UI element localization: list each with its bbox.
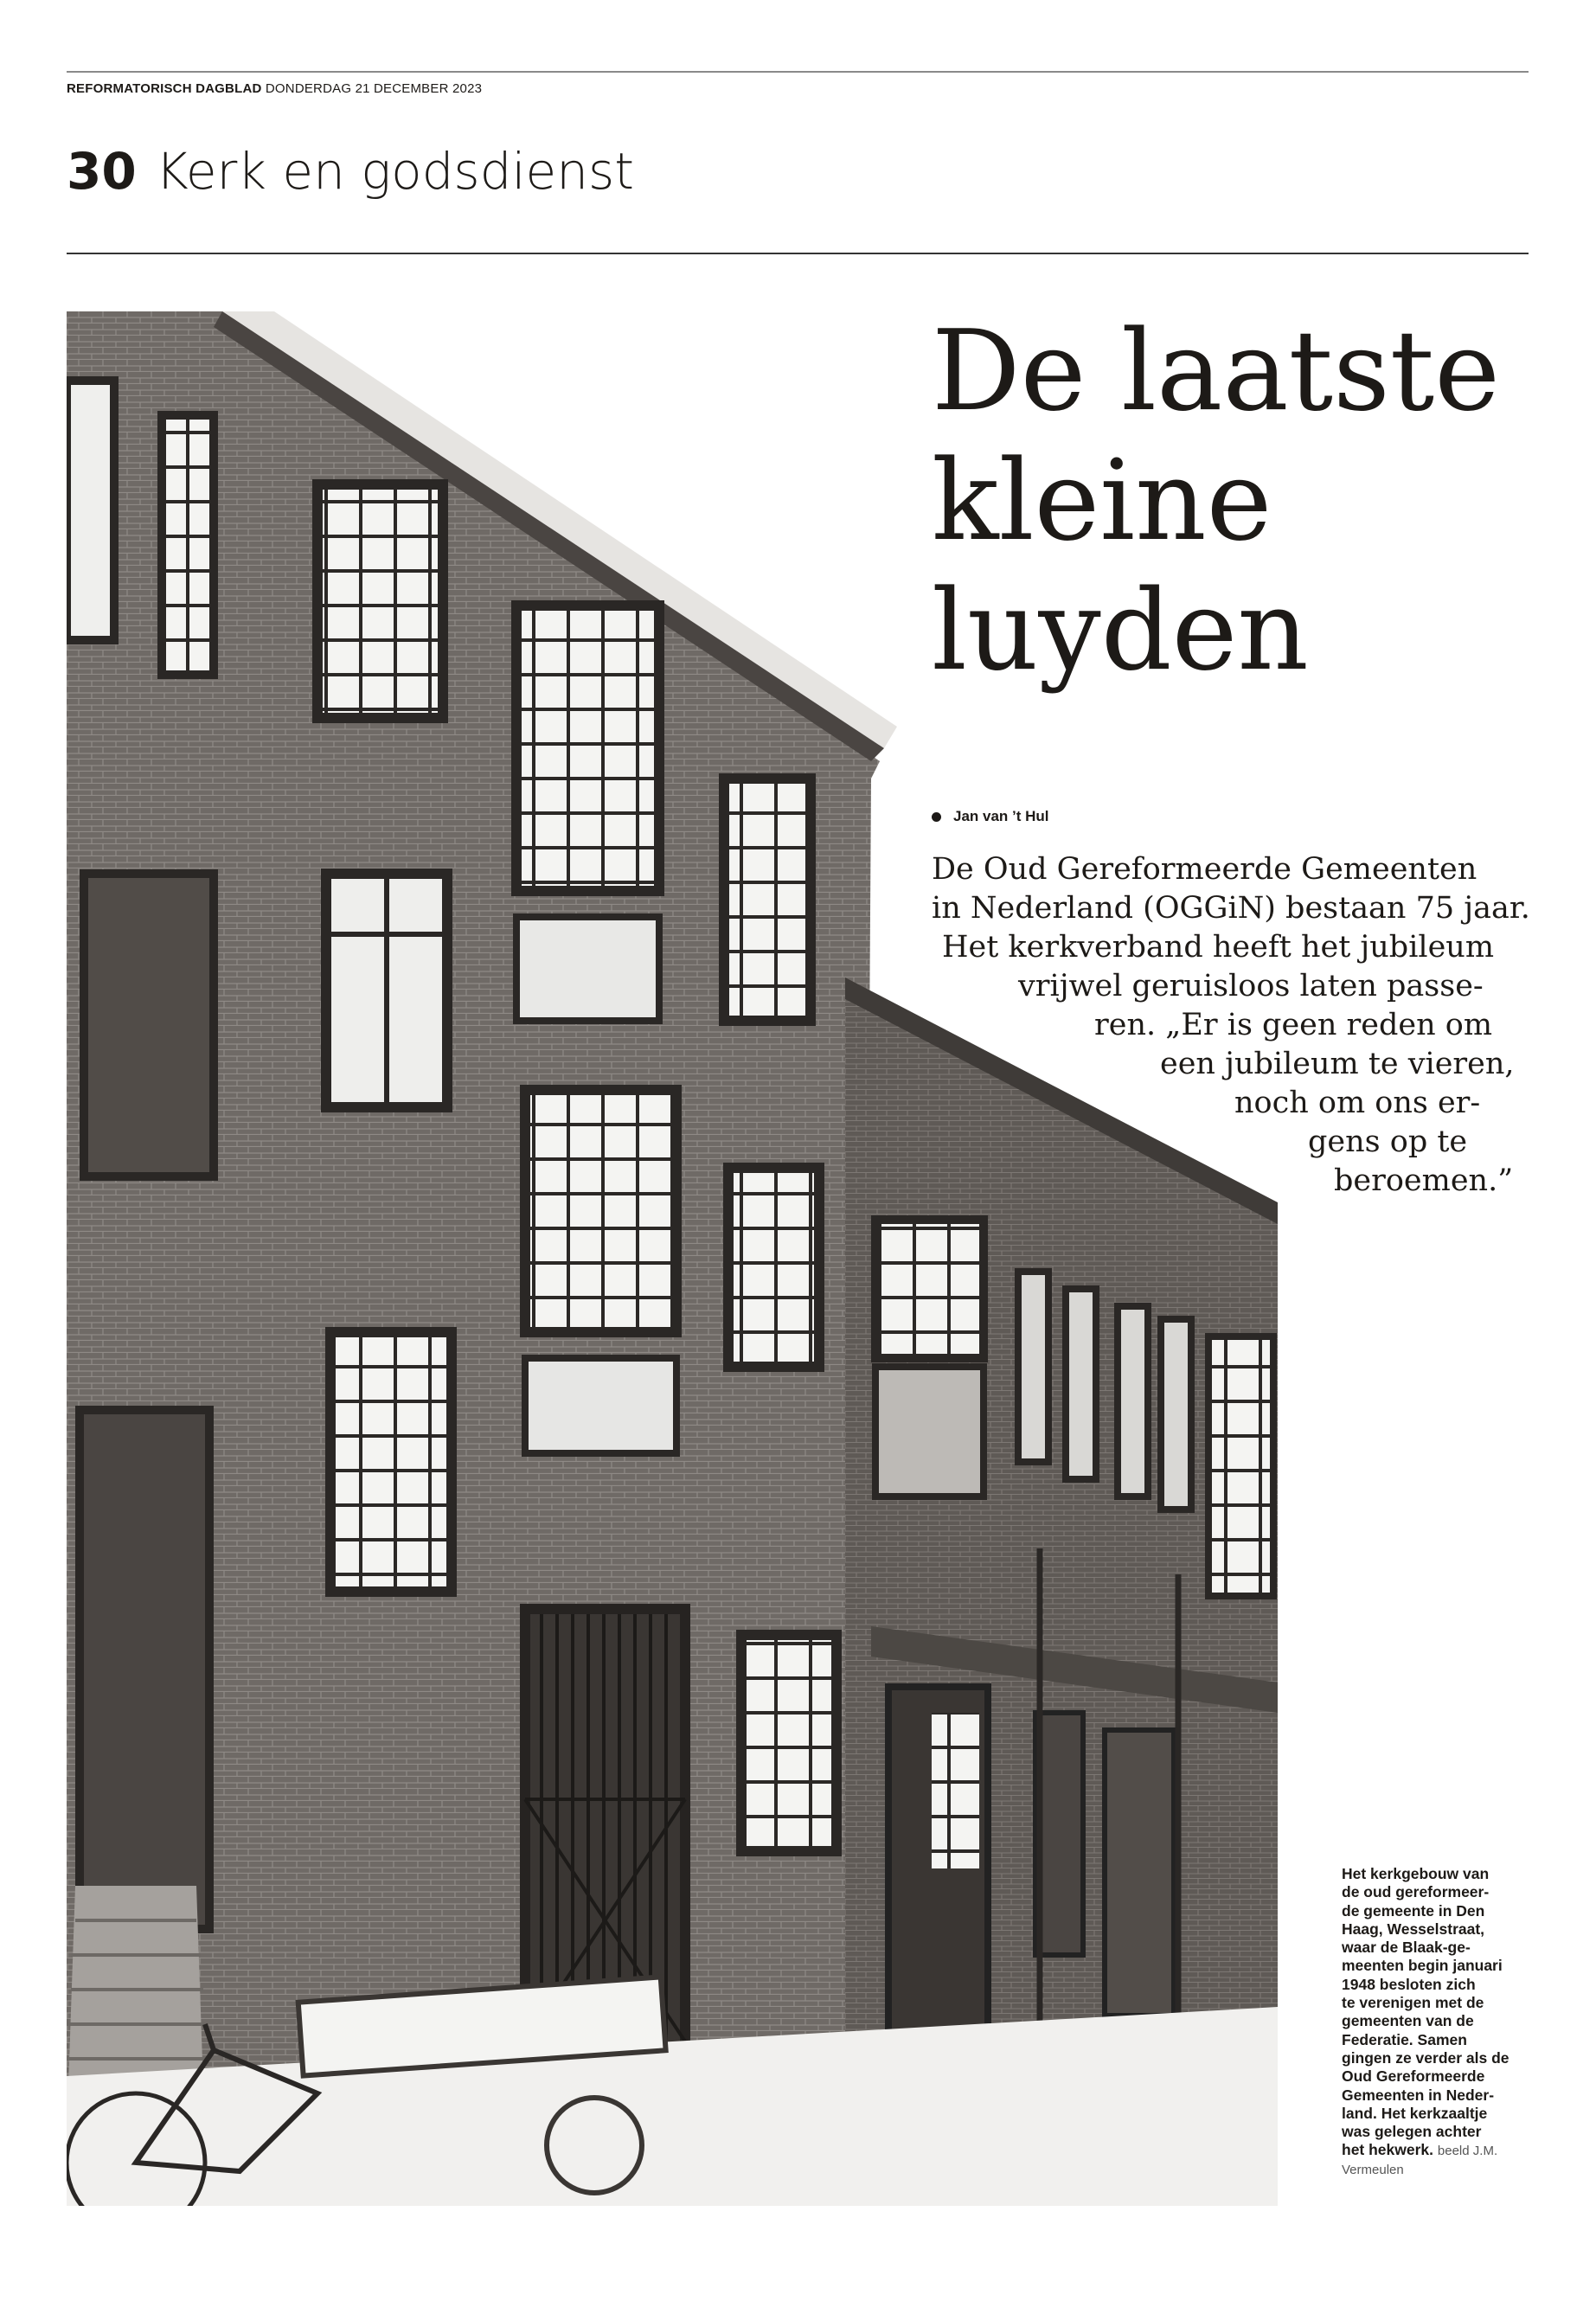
caption-line: Federatie. Samen: [1342, 2030, 1467, 2048]
caption-line: Gemeenten in Neder-: [1342, 2086, 1495, 2104]
caption-line: land. Het kerkzaaltje: [1342, 2104, 1488, 2122]
bullet-icon: [932, 812, 941, 822]
section-rule: [67, 253, 1529, 254]
caption-line: was gelegen achter: [1342, 2123, 1482, 2141]
photo-credit-name: Vermeulen: [1342, 2162, 1404, 2177]
headline-line: luyden: [932, 567, 1309, 695]
intro-line: gens op te: [1308, 1125, 1468, 1159]
intro-line: vrijwel geruisloos laten passe-: [1018, 969, 1484, 1003]
intro-line: De Oud Gereformeerde Gemeenten: [932, 852, 1477, 887]
intro-line: een jubileum te vieren,: [1160, 1047, 1515, 1081]
byline: [932, 808, 1049, 825]
section-name: Kerk en godsdienst: [155, 142, 634, 201]
masthead-rule: [67, 71, 1529, 73]
caption-line: waar de Blaak-ge-: [1342, 1939, 1471, 1957]
caption-line: de oud gereformeer-: [1342, 1883, 1490, 1901]
caption-line: de gemeente in Den: [1342, 1901, 1485, 1920]
intro-line: noch om ons er-: [1234, 1086, 1481, 1120]
intro-line: beroemen.”: [1334, 1163, 1514, 1198]
caption-line: te verenigen met de: [1342, 1994, 1484, 2012]
caption-line: het hekwerk.: [1342, 2141, 1434, 2159]
caption-line: Haag, Wesselstraat,: [1342, 1920, 1485, 1938]
intro-line: in Nederland (OGGiN) bestaan 75 jaar.: [932, 891, 1530, 926]
photo-credit: beeld J.M.: [1437, 2144, 1498, 2159]
masthead: [67, 81, 482, 96]
intro-line: Het kerkverband heeft het jubileum: [942, 930, 1495, 965]
newspaper-name: REFORMATORISCH DAGBLAD: [67, 81, 262, 96]
headline-line: kleine: [932, 437, 1272, 566]
caption-line: gemeenten van de: [1342, 2012, 1474, 2030]
headline-line: De laatste: [932, 307, 1500, 436]
caption-line: 1948 besloten zich: [1342, 1975, 1476, 1993]
section-header: [67, 140, 634, 202]
photo-caption: [1342, 1865, 1528, 2179]
issue-date: DONDERDAG 21 DECEMBER 2023: [265, 81, 483, 96]
intro-text: [932, 850, 1530, 1201]
page-number: 30: [67, 142, 137, 201]
headline: [932, 307, 1537, 696]
caption-line: Oud Gereformeerde: [1342, 2067, 1485, 2086]
caption-line: Het kerkgebouw van: [1342, 1865, 1490, 1882]
caption-line: gingen ze verder als de: [1342, 2048, 1509, 2067]
author-name: Jan van ’t Hul: [953, 808, 1049, 824]
caption-line: meenten begin januari: [1342, 1957, 1503, 1975]
intro-line: ren. „Er is geen reden om: [1094, 1008, 1493, 1042]
